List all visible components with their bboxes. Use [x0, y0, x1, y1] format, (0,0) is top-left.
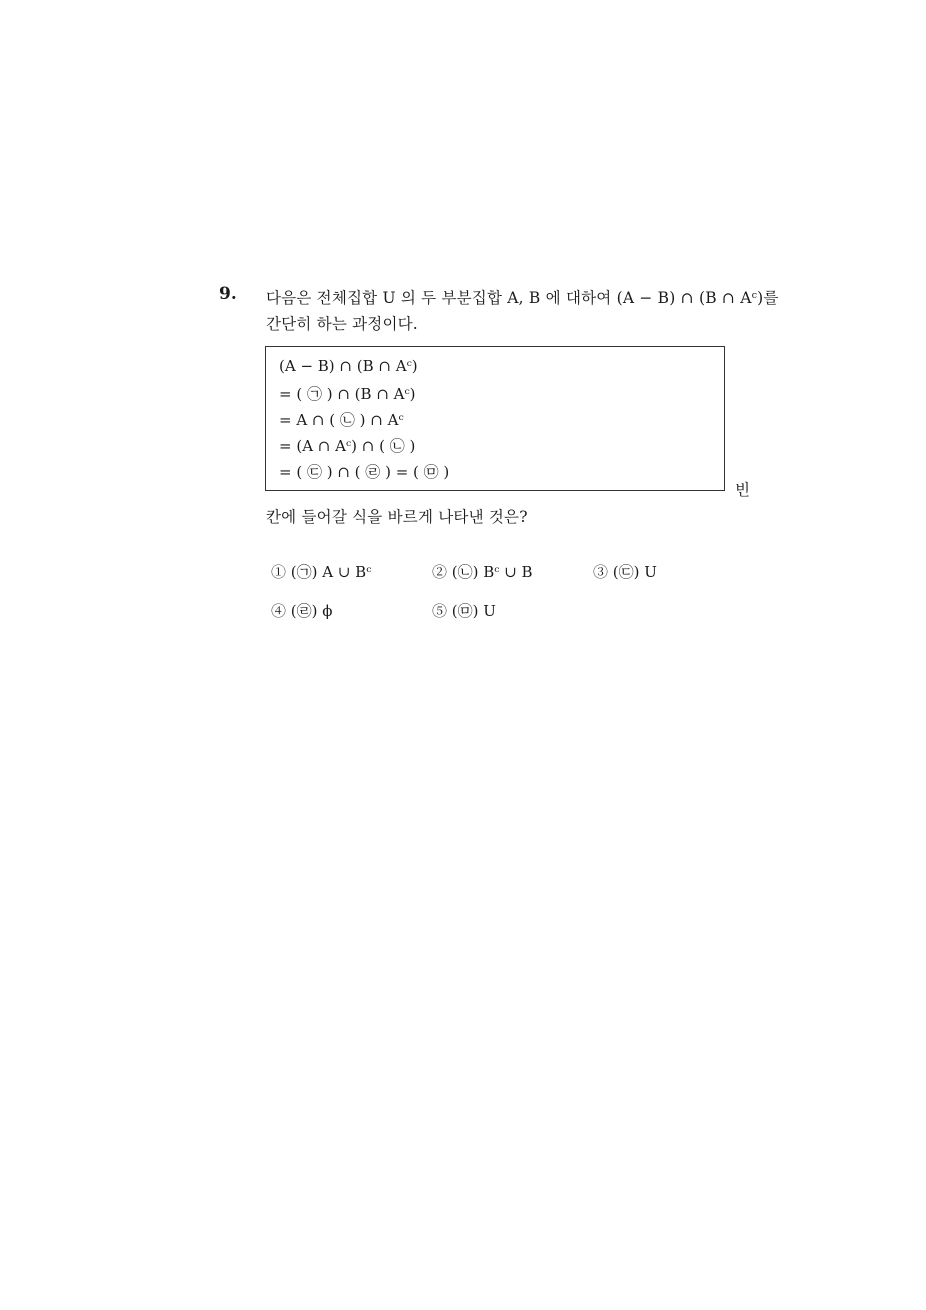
derivation-box [265, 346, 725, 491]
derivation-step: (A − B) ∩ (B ∩ Aᶜ) [279, 357, 418, 375]
question-stem-line-3: 칸에 들어갈 식을 바르게 나타낸 것은? [266, 508, 528, 526]
choice-4[interactable]: ④ (㉣) ϕ [271, 602, 333, 620]
question-stem-line-1: 다음은 전체집합 U 의 두 부분집합 A, B 에 대하여 (A − B) ∩ (B ∩ Aᶜ)를 [266, 289, 779, 307]
derivation-step: = ( ㉢ ) ∩ ( ㉣ ) = ( ㉤ ) [279, 463, 450, 481]
choice-1[interactable]: ① (㉠) A ∪ Bᶜ [271, 563, 372, 581]
question-stem-continuation: 빈 [735, 481, 750, 499]
question-number: 9. [219, 284, 237, 304]
derivation-step: = A ∩ ( ㉡ ) ∩ Aᶜ [279, 411, 404, 429]
derivation-step: = (A ∩ Aᶜ) ∩ ( ㉡ ) [279, 437, 416, 455]
choice-5[interactable]: ⑤ (㉤) U [432, 602, 496, 620]
question-stem-line-2: 간단히 하는 과정이다. [266, 315, 418, 333]
choice-3[interactable]: ③ (㉢) U [593, 563, 657, 581]
derivation-step: = ( ㉠ ) ∩ (B ∩ Aᶜ) [279, 385, 416, 403]
choice-2[interactable]: ② (㉡) Bᶜ ∪ B [432, 563, 533, 581]
